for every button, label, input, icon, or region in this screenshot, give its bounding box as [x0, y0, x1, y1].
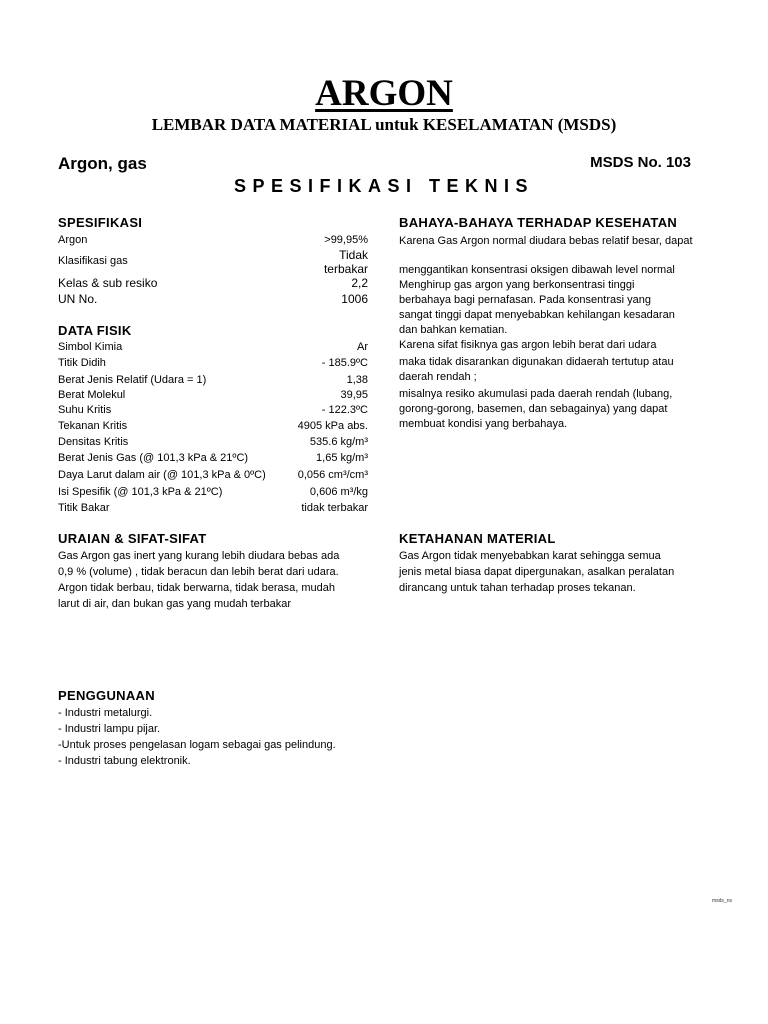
msds-number: MSDS No. 103: [590, 154, 691, 171]
bahaya-heading: BAHAYA-BAHAYA TERHADAP KESEHATAN: [399, 215, 678, 230]
spec-value: 1006: [341, 292, 368, 306]
uraian-heading: URAIAN & SIFAT-SIFAT: [58, 531, 207, 546]
penggunaan-list: [58, 705, 336, 769]
spec-value: >99,95%: [324, 234, 368, 246]
data-fisik-heading: DATA FISIK: [58, 323, 132, 338]
section-title: SPESIFIKASI TEKNIS: [233, 176, 535, 196]
list-item: - Industri lampu pijar.: [58, 723, 161, 735]
spesifikasi-heading: SPESIFIKASI: [58, 215, 143, 230]
spec-label: Kelas & sub resiko: [58, 276, 158, 290]
bahaya-text: Karena Gas Argon normal diudara bebas relatif besar, dapat menggantikan konsentrasi oksigen dibawah level normal Menghirup gas argon yang berkonsentrasi tinggi berbahaya bagi pernafasan. Pada konsentrasi yang sangat tinggi dapat menyebabkan kehilangan kesadaran dan bahkan kematian. Karena sifat fisiknya gas argon lebih berat dari udara maka tidak disarankan digunakan didaerah tertutup atau daerah rendah ; misalnya resiko akumulasi pada daerah rendah (lubang, gorong-gorong, basemen, dan sebagainya) yang dapat membuat kondisi yang berbahaya.: [399, 235, 693, 430]
product-name: Argon, gas: [58, 154, 147, 173]
ketahanan-text: Gas Argon tidak menyebabkan karat sehingga semua jenis metal biasa dapat dipergunakan, asalkan peralatan dirancang untuk tahan terhadap proses tekanan.: [399, 550, 675, 594]
spec-value-2: terbakar: [323, 262, 368, 276]
uraian-text: Gas Argon gas inert yang kurang lebih diudara bebas ada 0,9 % (volume) , tidak beracun dan lebih berat dari udara. Argon tidak berbau, tidak berwarna, tidak berasa, mudah larut di air, dan bukan gas yang mudah terbakar: [58, 550, 340, 610]
penggunaan-heading: PENGGUNAAN: [58, 688, 155, 703]
document-title: ARGON: [315, 73, 453, 114]
footer-code: msds_ns: [711, 898, 732, 904]
spec-label: Argon: [58, 234, 88, 246]
document-subtitle: LEMBAR DATA MATERIAL untuk KESELAMATAN (MSDS): [151, 115, 617, 134]
ketahanan-heading: KETAHANAN MATERIAL: [399, 531, 556, 546]
spec-value: Tidak: [339, 248, 368, 262]
spec-label: UN No.: [58, 292, 98, 306]
list-item: -Untuk proses pengelasan logam sebagai gas pelindung.: [58, 739, 336, 751]
spec-value: 2,2: [351, 276, 368, 290]
list-item: - Industri tabung elektronik.: [58, 755, 191, 767]
list-item: - Industri metalurgi.: [58, 707, 153, 719]
spec-label: Klasifikasi gas: [58, 255, 128, 267]
